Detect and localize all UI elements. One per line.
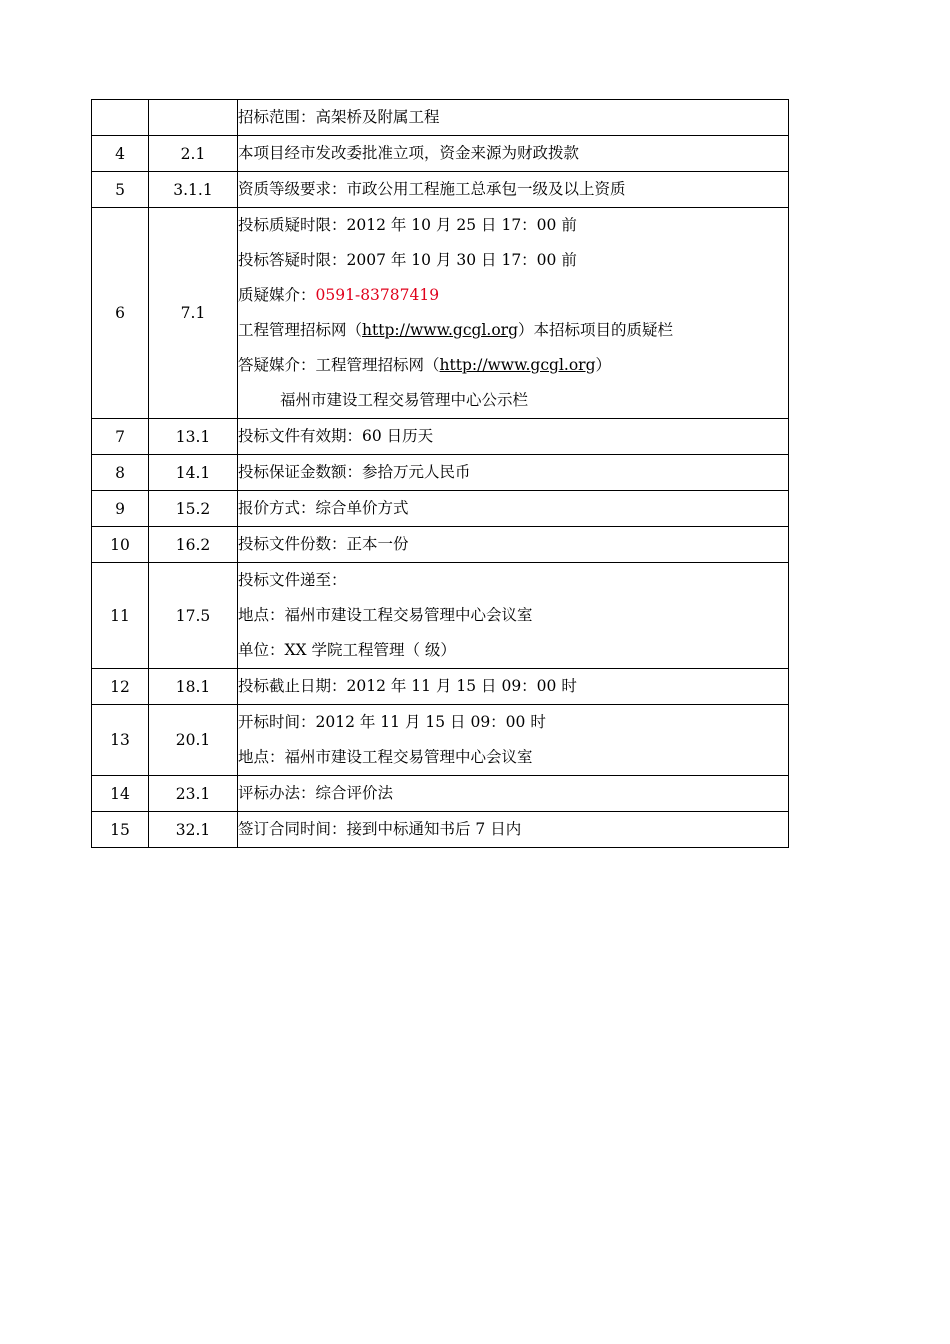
clause-number-cell: 7.1 bbox=[149, 208, 238, 419]
row-number-cell: 9 bbox=[92, 491, 149, 527]
clause-number-cell: 20.1 bbox=[149, 705, 238, 776]
table-body bbox=[92, 100, 789, 848]
row-number-cell: 15 bbox=[92, 812, 149, 848]
clause-number-cell: 16.2 bbox=[149, 527, 238, 563]
clause-number-cell bbox=[149, 100, 238, 136]
content-line bbox=[238, 243, 788, 278]
content-text: ）本招标项目的质疑栏 bbox=[518, 321, 674, 339]
clause-number-cell: 32.1 bbox=[149, 812, 238, 848]
clause-number-cell: 17.5 bbox=[149, 563, 238, 669]
content-text: 单位：XX 学院工程管理（ 级） bbox=[238, 641, 456, 659]
clause-number-cell: 2.1 bbox=[149, 136, 238, 172]
clause-number-cell: 14.1 bbox=[149, 455, 238, 491]
content-cell bbox=[238, 455, 789, 491]
content-text: 投标质疑时限：2012 年 10 月 25 日 17：00 前 bbox=[238, 216, 577, 234]
content-text: 投标截止日期：2012 年 11 月 15 日 09：00 时 bbox=[238, 677, 577, 695]
content-line bbox=[238, 491, 788, 526]
content-text: 福州市建设工程交易管理中心公示栏 bbox=[280, 391, 529, 409]
row-number-cell: 8 bbox=[92, 455, 149, 491]
url-link[interactable]: http://www.gcgl.org bbox=[362, 321, 519, 339]
content-line bbox=[238, 527, 788, 562]
content-text: 地点：福州市建设工程交易管理中心会议室 bbox=[238, 748, 533, 766]
content-line bbox=[238, 208, 788, 243]
table-row bbox=[92, 172, 789, 208]
clause-number-cell: 13.1 bbox=[149, 419, 238, 455]
content-text: 签订合同时间：接到中标通知书后 7 日内 bbox=[238, 820, 522, 838]
content-line bbox=[238, 172, 788, 207]
table-row bbox=[92, 527, 789, 563]
row-number-cell: 10 bbox=[92, 527, 149, 563]
row-number-cell: 6 bbox=[92, 208, 149, 419]
content-cell bbox=[238, 208, 789, 419]
content-text: 工程管理招标网（ bbox=[238, 321, 363, 339]
content-text: 质疑媒介： bbox=[238, 286, 316, 304]
content-line bbox=[238, 740, 788, 775]
content-cell bbox=[238, 136, 789, 172]
clause-number-cell: 15.2 bbox=[149, 491, 238, 527]
table-row bbox=[92, 419, 789, 455]
table-row bbox=[92, 776, 789, 812]
content-cell bbox=[238, 812, 789, 848]
table-row bbox=[92, 705, 789, 776]
content-cell bbox=[238, 705, 789, 776]
content-cell bbox=[238, 419, 789, 455]
content-text: 招标范围：高架桥及附属工程 bbox=[238, 108, 440, 126]
url-link[interactable]: http://www.gcgl.org bbox=[439, 356, 596, 374]
content-text: 投标文件份数：正本一份 bbox=[238, 535, 409, 553]
row-number-cell: 13 bbox=[92, 705, 149, 776]
content-text: 报价方式：综合单价方式 bbox=[238, 499, 409, 517]
phone-number: 0591-83787419 bbox=[315, 286, 440, 304]
table-row bbox=[92, 812, 789, 848]
bid-data-table bbox=[91, 99, 789, 848]
row-number-cell: 12 bbox=[92, 669, 149, 705]
content-line bbox=[238, 563, 788, 598]
content-cell bbox=[238, 563, 789, 669]
content-line bbox=[238, 100, 788, 135]
clause-number-cell: 23.1 bbox=[149, 776, 238, 812]
content-line bbox=[238, 598, 788, 633]
content-cell bbox=[238, 669, 789, 705]
table-row bbox=[92, 100, 789, 136]
table-row bbox=[92, 455, 789, 491]
content-line bbox=[238, 313, 788, 348]
content-line bbox=[238, 633, 788, 668]
clause-number-cell: 3.1.1 bbox=[149, 172, 238, 208]
content-cell bbox=[238, 491, 789, 527]
content-line bbox=[238, 455, 788, 490]
row-number-cell: 7 bbox=[92, 419, 149, 455]
content-line bbox=[238, 812, 788, 847]
table-row bbox=[92, 669, 789, 705]
content-line bbox=[238, 383, 788, 418]
content-text: 资质等级要求：市政公用工程施工总承包一级及以上资质 bbox=[238, 180, 626, 198]
content-text: ） bbox=[595, 356, 612, 374]
row-number-cell bbox=[92, 100, 149, 136]
content-line bbox=[238, 136, 788, 171]
row-number-cell: 5 bbox=[92, 172, 149, 208]
content-cell bbox=[238, 172, 789, 208]
content-line bbox=[238, 776, 788, 811]
content-text: 开标时间：2012 年 11 月 15 日 09：00 时 bbox=[238, 713, 546, 731]
content-text: 评标办法：综合评价法 bbox=[238, 784, 394, 802]
content-text: 地点：福州市建设工程交易管理中心会议室 bbox=[238, 606, 533, 624]
content-line bbox=[238, 348, 788, 383]
content-cell bbox=[238, 776, 789, 812]
content-text: 答疑媒介：工程管理招标网（ bbox=[238, 356, 440, 374]
row-number-cell: 11 bbox=[92, 563, 149, 669]
content-line bbox=[238, 705, 788, 740]
content-text: 投标文件有效期：60 日历天 bbox=[238, 427, 434, 445]
content-text: 投标保证金数额：参拾万元人民币 bbox=[238, 463, 471, 481]
content-cell bbox=[238, 527, 789, 563]
table-row bbox=[92, 491, 789, 527]
content-cell bbox=[238, 100, 789, 136]
table-row bbox=[92, 208, 789, 419]
content-line bbox=[238, 278, 788, 313]
table-row bbox=[92, 563, 789, 669]
row-number-cell: 14 bbox=[92, 776, 149, 812]
content-text: 投标文件递至： bbox=[238, 571, 347, 589]
content-text: 本项目经市发改委批准立项，资金来源为财政拨款 bbox=[238, 144, 580, 162]
content-text: 投标答疑时限：2007 年 10 月 30 日 17：00 前 bbox=[238, 251, 577, 269]
clause-number-cell: 18.1 bbox=[149, 669, 238, 705]
table-row bbox=[92, 136, 789, 172]
row-number-cell: 4 bbox=[92, 136, 149, 172]
content-line bbox=[238, 669, 788, 704]
content-line bbox=[238, 419, 788, 454]
